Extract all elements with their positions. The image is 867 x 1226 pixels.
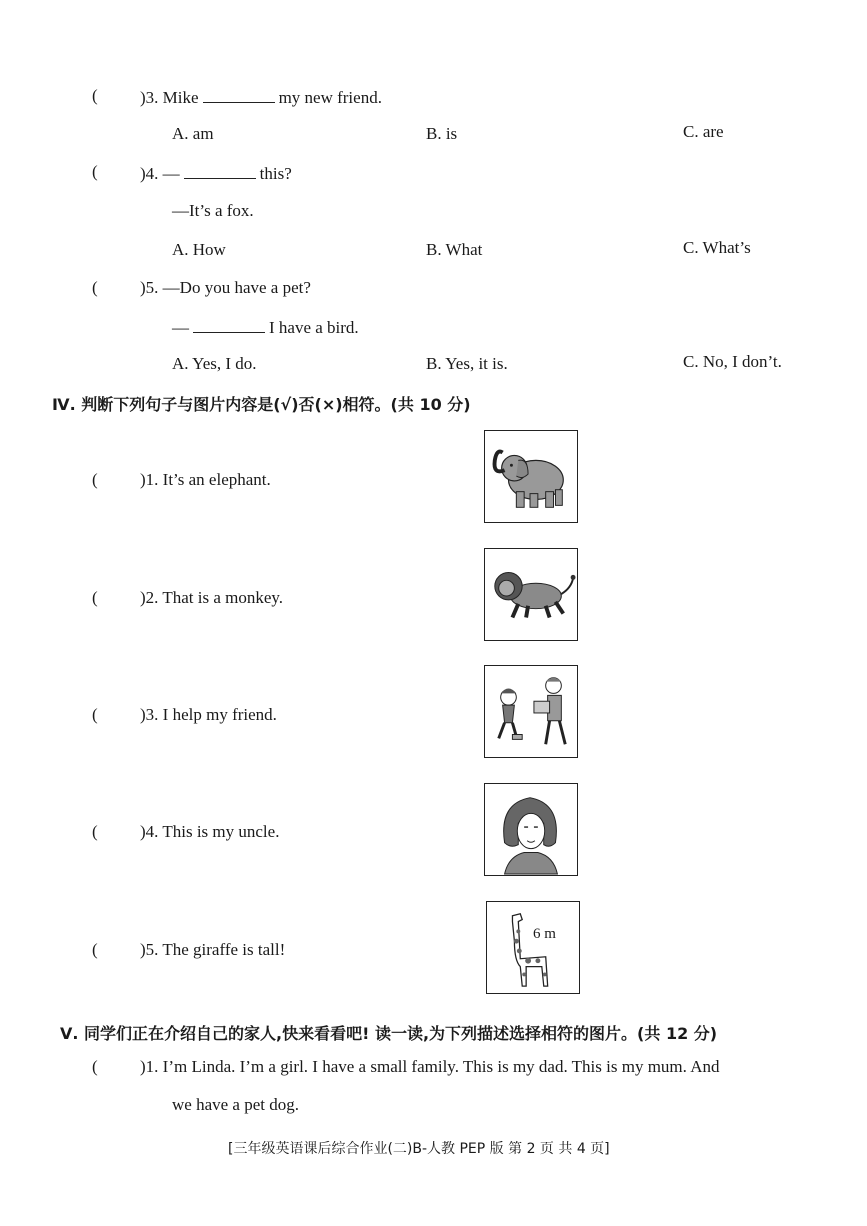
answer-blank[interactable]: [184, 162, 256, 179]
answer-blank[interactable]: [193, 316, 265, 333]
children-helping-picture: [484, 665, 578, 758]
option-a: A. How: [172, 240, 226, 259]
lion-picture: [484, 548, 578, 641]
answer-paren: (: [92, 86, 98, 105]
height-label: 6 m: [533, 926, 556, 942]
option-b: B. is: [426, 124, 458, 143]
option-c: C. No, I don’t.: [683, 352, 782, 371]
answer-line: —It’s a fox.: [172, 201, 254, 220]
answer-paren: (: [92, 822, 98, 841]
description-1-line2: we have a pet dog.: [172, 1095, 299, 1114]
answer-paren: (: [92, 278, 98, 297]
answer-line: — I have a bird.: [172, 318, 359, 337]
answer-paren: (: [92, 1057, 98, 1076]
page-footer: [三年级英语课后综合作业(二)B-人教 PEP 版 第 2 页 共 4 页]: [228, 1141, 610, 1157]
option-b: B. Yes, it is.: [426, 354, 508, 373]
judge-item-2: )2. That is a monkey.: [140, 588, 284, 607]
question-4: )4. — this?: [140, 164, 292, 183]
option-a: A. am: [172, 124, 214, 143]
judge-item-1: )1. It’s an elephant.: [140, 470, 271, 489]
question-5: )5. —Do you have a pet?: [140, 278, 311, 297]
option-c: C. What’s: [683, 238, 751, 257]
option-c: C. are: [683, 122, 724, 141]
option-b: B. What: [426, 240, 483, 259]
judge-item-4: )4. This is my uncle.: [140, 822, 280, 841]
question-3: )3. Mike my new friend.: [140, 88, 382, 107]
description-1-line1: )1. I’m Linda. I’m a girl. I have a small family. This is my dad. This is my mum. And: [140, 1057, 720, 1076]
answer-paren: (: [92, 940, 98, 959]
option-a: A. Yes, I do.: [172, 354, 257, 373]
elephant-picture: [484, 430, 578, 523]
answer-paren: (: [92, 162, 98, 181]
giraffe-picture: [486, 901, 580, 994]
answer-paren: (: [92, 705, 98, 724]
judge-item-5: )5. The giraffe is tall!: [140, 940, 286, 959]
woman-portrait-picture: [484, 783, 578, 876]
answer-paren: (: [92, 588, 98, 607]
judge-item-3: )3. I help my friend.: [140, 705, 277, 724]
answer-paren: (: [92, 470, 98, 489]
section-4-heading: Ⅳ. 判断下列句子与图片内容是(√)否(×)相符。(共 10 分): [52, 395, 471, 414]
answer-blank[interactable]: [203, 86, 275, 103]
section-5-heading: Ⅴ. 同学们正在介绍自己的家人,快来看看吧! 读一读,为下列描述选择相符的图片。(共 12 分): [60, 1024, 718, 1043]
